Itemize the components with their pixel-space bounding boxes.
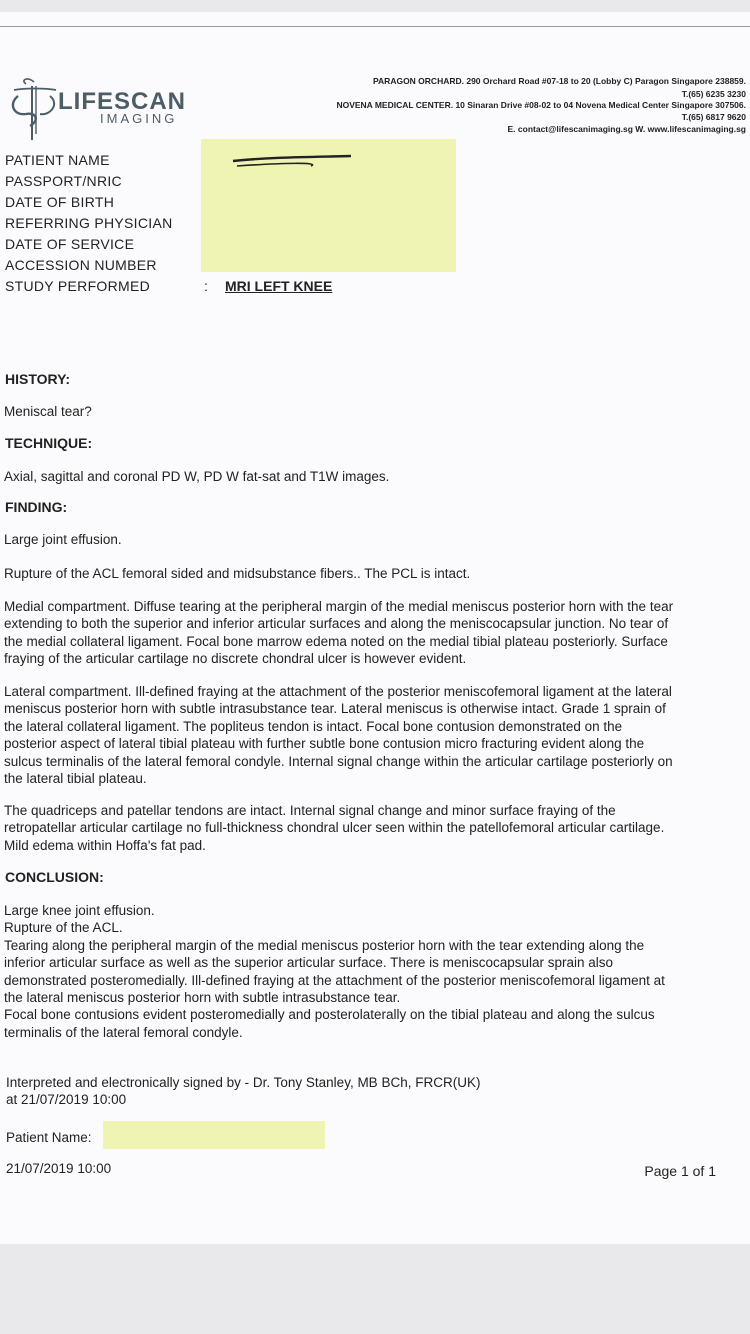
technique-heading: TECHNIQUE: <box>5 435 93 451</box>
logo-subtitle: IMAGING <box>100 111 178 126</box>
finding-heading: FINDING: <box>5 499 68 515</box>
redaction-scribble <box>201 149 456 189</box>
label-accession-number: ACCESSION NUMBER <box>5 257 157 273</box>
finding-quadriceps: The quadriceps and patellar tendons are intact. Internal signal change and minor surface fraying of the retropatellar articular cartilage no full-thickness chondral ulcer seen within the patellofemoral articular cartilage. Mild edema within Hoffa's fat pad. <box>4 803 665 853</box>
address-paragon: PARAGON ORCHARD. 290 Orchard Road #07-18 to 20 (Lobby C) Paragon Singapore 238859. <box>373 76 746 86</box>
address-novena: NOVENA MEDICAL CENTER. 10 Sinaran Drive #08-02 to 04 Novena Medical Center Singapore 307506. <box>336 100 746 110</box>
study-separator: : <box>204 278 208 294</box>
finding-lateral-compartment: Lateral compartment. Ill-defined fraying at the attachment of the posterior meniscofemoral ligament at the lateral meniscus posterior horn with subtle intrasubstance tear. Lateral meniscus is otherwise intact. Grade 1 sprain of the lateral collateral ligament. The popliteus tendon is intact. Focal bone contusion demonstrated on the posterior aspect of lateral tibial plateau with further subtle bone contusion micro fracturing evident along the sulcus terminalis of the lateral femoral condyle. Internal signal change within the articular cartilage posteriorly on the lateral tibial plateau. <box>4 684 673 787</box>
footer-patient-name-label: Patient Name: <box>6 1130 92 1145</box>
label-referring-physician: REFERRING PHYSICIAN <box>5 215 173 231</box>
conclusion-text: Large knee joint effusion. Rupture of the ACL. Tearing along the peripheral margin of the medial meniscus posterior horn with the tear extending along the inferior articular surface as well as the superior articular surface. There is meniscocapsular sprain also demonstrated posteromedially. Ill-defined fraying at the attachment of the posterior meniscofemoral ligament at the lateral meniscus posterior horn with subtle intrasubstance tear. Focal bone contusions evident posteromedially and posterolaterally on the tibial plateau and along the sulcus terminalis of the lateral femoral condyle. <box>4 903 665 1040</box>
top-rule <box>0 26 750 27</box>
footer-date: 21/07/2019 10:00 <box>6 1161 112 1176</box>
finding-effusion: Large joint effusion. <box>4 532 122 547</box>
redacted-patient-info <box>201 139 456 272</box>
label-passport: PASSPORT/NRIC <box>5 173 122 189</box>
lifescan-logo <box>6 74 206 144</box>
contact-line: E. contact@lifescanimaging.sg W. www.lifescanimaging.sg <box>507 124 746 134</box>
label-study-performed: STUDY PERFORMED <box>5 278 151 294</box>
technique-text: Axial, sagittal and coronal PD W, PD W fat-sat and T1W images. <box>4 469 390 484</box>
phone-novena: T.(65) 6817 9620 <box>681 112 746 122</box>
history-heading: HISTORY: <box>5 371 71 387</box>
history-text: Meniscal tear? <box>4 404 92 419</box>
label-patient-name: PATIENT NAME <box>5 152 110 168</box>
caduceus-icon <box>6 74 62 144</box>
footer-page-number: Page 1 of 1 <box>644 1163 716 1179</box>
phone-paragon: T.(65) 6235 3230 <box>681 89 746 99</box>
report-page <box>0 12 750 1244</box>
study-value: MRI LEFT KNEE <box>225 278 333 294</box>
logo-wordmark: LIFESCAN <box>58 88 186 115</box>
label-dob: DATE OF BIRTH <box>5 194 115 210</box>
finding-acl: Rupture of the ACL femoral sided and midsubstance fibers.. The PCL is intact. <box>4 566 471 581</box>
signature-block: Interpreted and electronically signed by - Dr. Tony Stanley, MB BCh, FRCR(UK) at 21/07/2019 10:00 <box>6 1075 481 1108</box>
conclusion-heading: CONCLUSION: <box>5 869 104 885</box>
label-date-of-service: DATE OF SERVICE <box>5 236 135 252</box>
finding-medial-compartment: Medial compartment. Diffuse tearing at the peripheral margin of the medial meniscus posterior horn with the tear extending to both the superior and inferior articular surfaces and along the meniscocapsular junction. No tear of the medial collateral ligament. Focal bone marrow edema noted on the medial tibial plateau posteriorly. Surface fraying of the articular cartilage no discrete chondral ulcer is however evident. <box>4 599 674 667</box>
redacted-footer-name <box>103 1121 325 1149</box>
